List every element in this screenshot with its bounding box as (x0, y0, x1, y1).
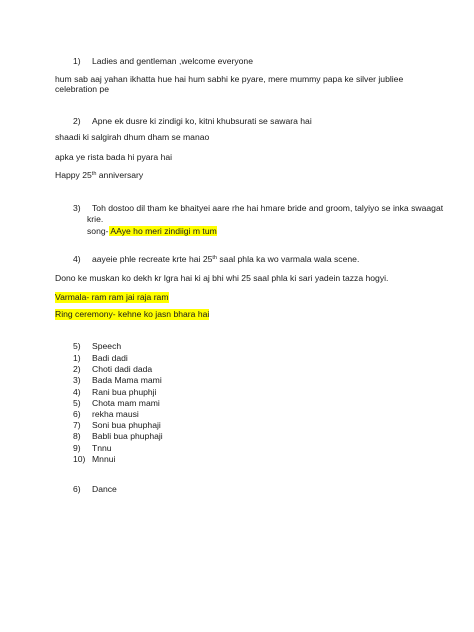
item-6-text: Dance (92, 484, 117, 494)
list-item: Chota mam mami (92, 398, 160, 408)
item-5-text: Speech (92, 341, 122, 351)
item-number: 3) (73, 203, 81, 213)
list-item-number: 9) (73, 443, 81, 453)
paragraph-line (55, 170, 143, 181)
list-item: Mnnui (92, 454, 116, 464)
text-run: saal phla ka wo varmala wala scene. (216, 254, 360, 264)
item-3-line: Toh dostoo dil tham ke bhaityei aare rhe hai hmare bride and groom, talyiyo se inka swaagat (92, 203, 444, 213)
highlighted-line: Varmala- ram ram jai raja ram (55, 292, 169, 302)
list-item-number: 7) (73, 420, 81, 430)
superscript: th (212, 255, 217, 261)
item-3-line: krie. (87, 214, 104, 224)
paragraph-line: Dono ke muskan ko dekh kr lgra hai ki aj bhi whi 25 saal phla ki sari yadein tazza hogyi. (55, 273, 389, 283)
list-item-number: 6) (73, 409, 81, 419)
item-1-text: Ladies and gentleman ,welcome everyone (92, 56, 253, 66)
item-2-text: Apne ek dusre ki zindigi ko, kitni khubsurati se sawara hai (92, 116, 312, 126)
list-item-number: 4) (73, 387, 81, 397)
list-item: rekha mausi (92, 409, 139, 419)
list-item: Badi dadi (92, 353, 128, 363)
list-item: Bada Mama mami (92, 375, 162, 385)
list-item-number: 2) (73, 364, 81, 374)
list-item: Babli bua phuphaji (92, 431, 163, 441)
highlighted-line: Ring ceremony- kehne ko jasn bhara hai (55, 309, 210, 319)
list-item: Rani bua phuphji (92, 387, 157, 397)
highlighted-text: AAye ho meri zindiigi m tum (108, 226, 217, 236)
list-item-number: 3) (73, 375, 81, 385)
paragraph-line: hum sab aaj yahan ikhatta hue hai hum sabhi ke pyare, mere mummy papa ke silver jubliee (55, 74, 404, 84)
song-label: song- (87, 226, 109, 236)
song-line (87, 226, 217, 237)
text-run: anniversary (96, 170, 144, 180)
item-number: 5) (73, 341, 81, 351)
paragraph-line: apka ye rista bada hi pyara hai (55, 152, 173, 162)
list-item-number: 8) (73, 431, 81, 441)
item-number: 6) (73, 484, 81, 494)
item-4-text (92, 254, 359, 265)
text-run: Happy 25 (55, 170, 92, 180)
list-item-number: 5) (73, 398, 81, 408)
list-item: Tnnu (92, 443, 112, 453)
paragraph-line: celebration pe (55, 84, 109, 94)
list-item-number: 10) (73, 454, 86, 464)
text-run: aayeie phle recreate krte hai 25 (92, 254, 213, 264)
list-item: Soni bua phuphaji (92, 420, 161, 430)
item-number: 2) (73, 116, 81, 126)
superscript: th (91, 171, 97, 177)
item-number: 4) (73, 254, 81, 264)
item-number: 1) (73, 56, 81, 66)
paragraph-line: shaadi ki salgirah dhum dham se manao (55, 132, 210, 142)
list-item: Choti dadi dada (92, 364, 153, 374)
list-item-number: 1) (73, 353, 81, 363)
